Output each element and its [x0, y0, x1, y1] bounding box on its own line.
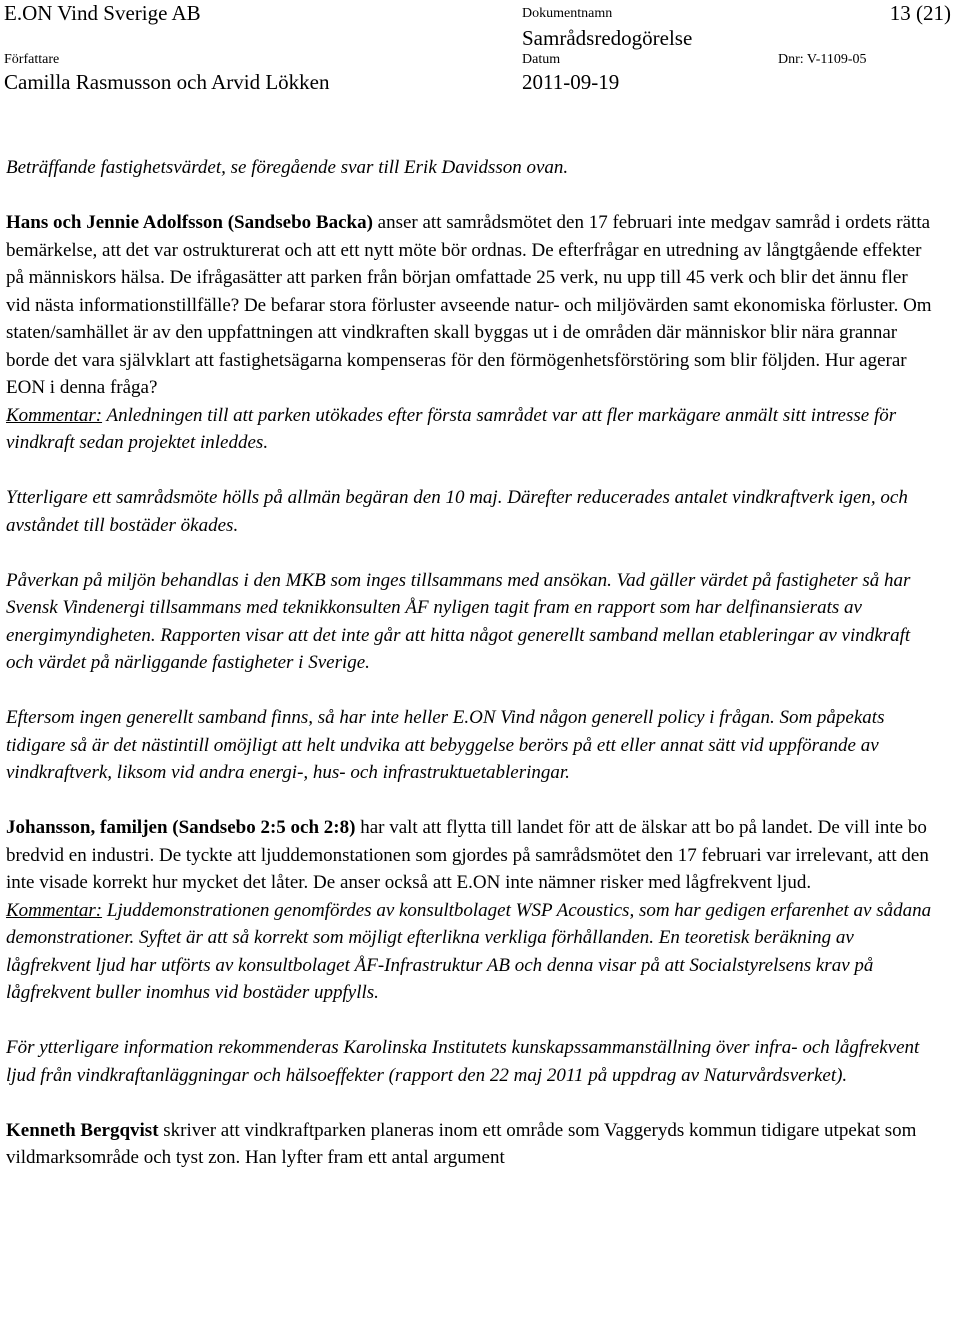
comment-label: Kommentar:	[6, 404, 103, 426]
paragraph-reference: Beträffande fastighetsvärdet, se föregående svar till Erik Davidsson ovan.	[6, 157, 569, 178]
authors: Camilla Rasmusson och Arvid Lökken	[4, 70, 330, 94]
date-label: Datum	[522, 52, 561, 67]
paragraph-extra-meeting: Ytterligare ett samrådsmöte hölls på allmän begäran den 10 maj. Därefter reducerades antalet vindkraftverk igen, och avståndet till bostäder ökades.	[6, 487, 908, 536]
submission-text: har valt att flytta till landet för att de älskar att bo på landet. De vill inte bo bredvid en industri. De tyckte att ljuddemonstationen som gjordes på samrådsmötet den 17 februari var irrelevant, att den inte visade korrekt hur mycket det låter. De anser också att E.ON inte nämner risker med lågfrekvent ljud.	[6, 817, 929, 893]
comment-text: Anledningen till att parken utökades efter första samrådet var att fler markägare anmält sitt intresse för vindkraft sedan projektet inleddes.	[6, 404, 897, 453]
date: 2011-09-19	[522, 70, 620, 94]
paragraph-johansson	[6, 814, 936, 1007]
doc-name-label: Dokumentnamn	[522, 6, 613, 21]
submitter-name: Hans och Jennie Adolfsson (Sandsebo Backa)	[6, 212, 373, 233]
paragraph-bergqvist	[6, 1117, 936, 1172]
company-name: E.ON Vind Sverige AB	[4, 1, 201, 25]
submission-text: anser att samrådsmötet den 17 februari inte medgav samråd i ordets rätta bemärkelse, att det var ostrukturerat och att ett nytt möte bör ordnas. De efterfrågar en utredning av långtgående effekter på människors hälsa. De ifrågasätter att parken från början omfattade 25 verk, nu upp till 45 verk och blir det ännu fler vid nästa informationstillfälle? De befarar stora förluster avseende natur- och miljövärden samt ekonomiska förluster. Om staten/samhället är av den uppfattningen att vindkraften skall byggas ut i de områden där människor blir nära grannar borde det vara självklart att fastighetsägarna kompenseras för den förmögenhetsförstöring som blir följden. Hur agerar EON i denna fråga?	[6, 212, 932, 398]
author-label: Författare	[4, 52, 60, 67]
paragraph-adolfsson	[6, 209, 936, 457]
doc-name: Samrådsredogörelse	[522, 26, 693, 50]
comment-text: Ljuddemonstrationen genomfördes av konsultbolaget WSP Acoustics, som har gedigen erfarenhet av sådana demonstrationer. Syftet är att så korrekt som möjligt efterlikna verkliga förhållanden. En teoretisk beräkning av lågfrekvent ljud har utförts av konsultbolaget ÅF-Infrastruktur AB och denna visar på att Socialstyrelsens krav på lågfrekvent buller inomhus vid bostäder uppfylls.	[6, 899, 932, 1003]
paragraph-further-info: För ytterligare information rekommenderas Karolinska Institutets kunskapssammanställning över infra- och lågfrekvent ljud från vindkraftanläggningar och hälsoeffekter (rapport den 22 maj 2011 på uppdrag av Naturvårdsverket).	[6, 1037, 920, 1086]
submission-text: skriver att vindkraftparken planeras inom ett område som Vaggeryds kommun tidigare utpekat som vildmarksområde och tyst zon. Han lyfter fram ett antal argument	[6, 1119, 917, 1168]
page-number: 13 (21)	[889, 1, 951, 25]
paragraph-policy: Eftersom ingen generellt samband finns, så har inte heller E.ON Vind någon generell policy i frågan. Som påpekats tidigare så är det nästintill omöjligt att helt undvika att bebyggelse berörs på ett eller annat sätt vid uppförande av vindkraftverk, liksom vid andra energi-, hus- och infrastruktuetableringar.	[6, 707, 885, 783]
submitter-name: Kenneth Bergqvist	[6, 1119, 159, 1141]
comment-label: Kommentar:	[6, 899, 103, 921]
document-body	[6, 154, 936, 1199]
submitter-name: Johansson, familjen (Sandsebo 2:5 och 2:8)	[6, 817, 356, 838]
paragraph-environment: Påverkan på miljön behandlas i den MKB som inges tillsammans med ansökan. Vad gäller värdet på fastigheter så har Svensk Vindenergi tillsammans med teknikkonsulten ÅF nyligen tagit fram en rapport som har delfinansierats av energimyndigheten. Rapporten visar att det inte går att hitta något generellt samband mellan etableringar av vindkraft och värdet på närliggande fastigheter i Sverige.	[6, 569, 911, 673]
dnr: Dnr: V-1109-05	[778, 52, 867, 67]
